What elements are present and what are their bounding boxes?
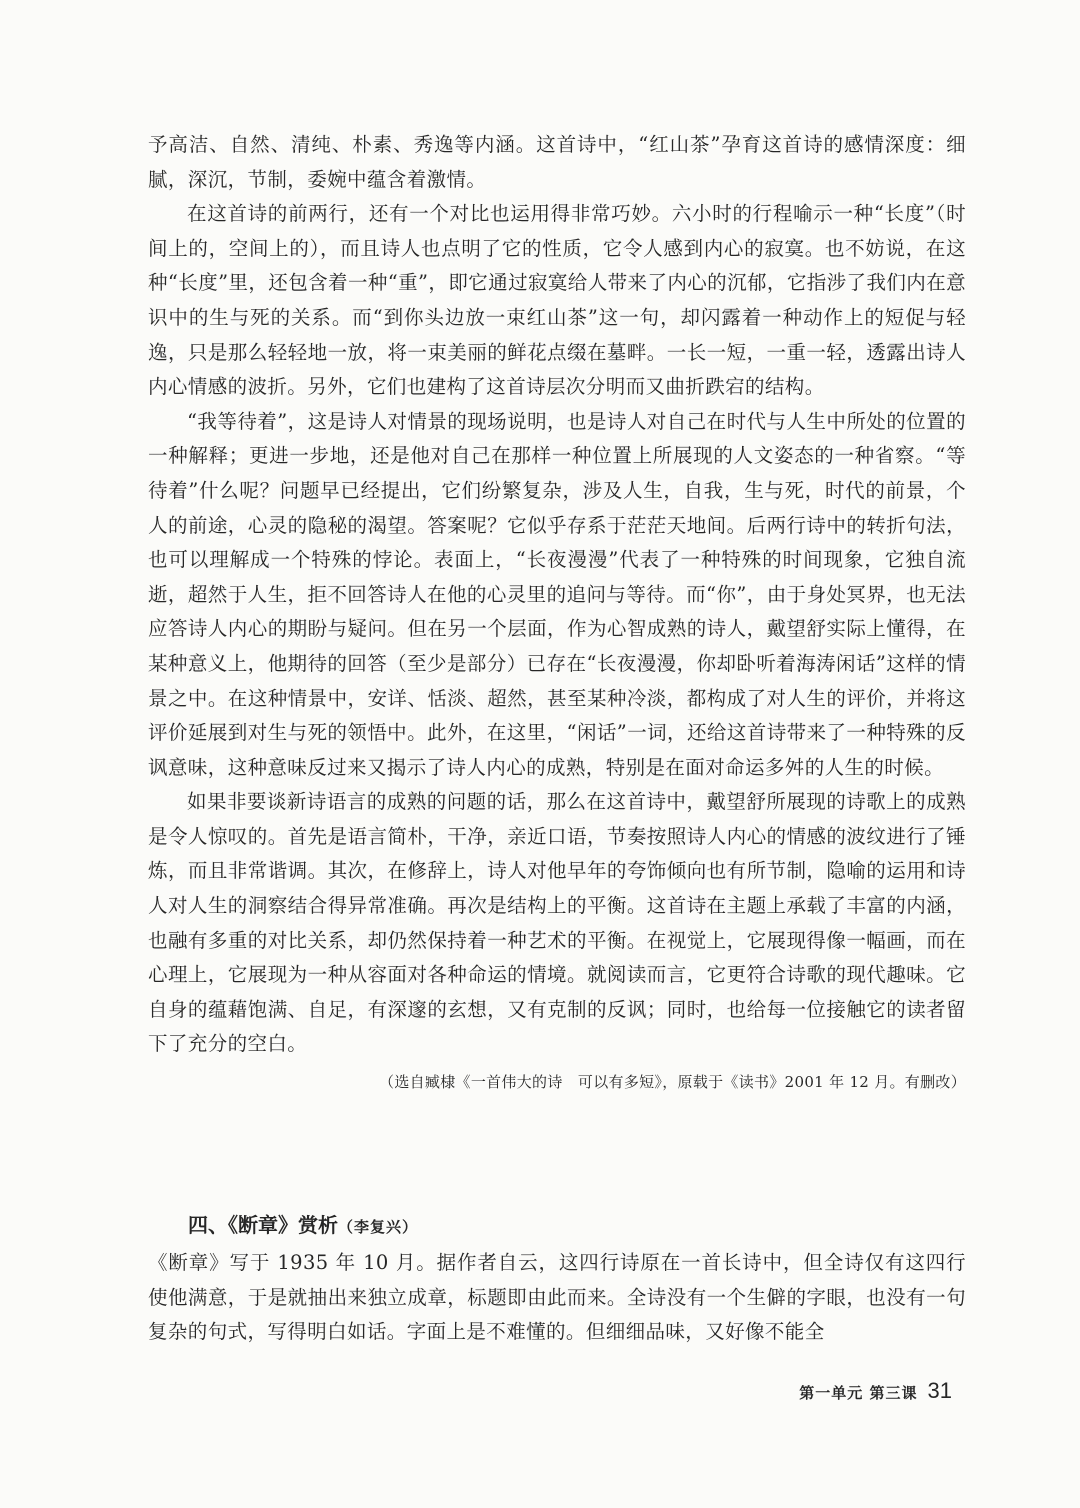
paragraph: 在这首诗的前两行，还有一个对比也运用得非常巧妙。六小时的行程喻示一种“长度”（时间上的，空间上的），而且诗人也点明了它的性质，它令人感到内心的寂寞。也不妨说，在这种“长度”里，还包含着一种“重”，即它通过寂寞给人带来了内心的沉郁，它指涉了我们内在意识中的生与死的关系。而“到你头边放一束红山茶”这一句，却闪露着一种动作上的短促与轻逸，只是那么轻轻地一放，将一束美丽的鲜花点缀在墓畔。一长一短，一重一轻，透露出诗人内心情感的波折。另外，它们也建构了这首诗层次分明而又曲折跌宕的结构。	[148, 202, 966, 399]
paragraph-continued: 予高洁、自然、清纯、朴素、秀逸等内涵。这首诗中，“红山茶”孕育这首诗的感情深度：细腻，深沉，节制，委婉中蕴含着激情。	[148, 133, 966, 191]
unit-lesson-label: 第一单元 第三课	[799, 1384, 918, 1402]
section-four	[148, 1208, 966, 1350]
section-author: （李复兴）	[338, 1218, 419, 1236]
section-title: 四、《断章》赏析	[188, 1213, 338, 1237]
section-heading	[188, 1208, 966, 1244]
section-paragraph: 《断章》写于 1935 年 10 月。据作者自云，这四行诗原在一首长诗中，但全诗仅有这四行使他满意，于是就抽出来独立成章，标题即由此而来。全诗没有一个生僻的字眼，也没有一句复杂的句式，写得明白如话。字面上是不难懂的。但细细品味，又好像不能全	[148, 1251, 966, 1344]
source-citation: （选自臧棣《一首伟大的诗 可以有多短》，原载于《读书》2001 年 12 月。有删改）	[379, 1073, 966, 1092]
page-number: 31	[927, 1378, 952, 1403]
paragraph: “我等待着”，这是诗人对情景的现场说明，也是诗人对自己在时代与人生中所处的位置的一种解释；更进一步地，还是他对自己在那样一种位置上所展现的人文姿态的一种省察。“等待着”什么呢？问题早已经提出，它们纷繁复杂，涉及人生，自我，生与死，时代的前景，个人的前途，心灵的隐秘的渴望。答案呢？它似乎存系于茫茫天地间。后两行诗中的转折句法，也可以理解成一个特殊的悖论。表面上，“长夜漫漫”代表了一种特殊的时间现象，它独自流逝，超然于人生，拒不回答诗人在他的心灵里的追问与等待。而“你”，由于身处冥界，也无法应答诗人内心的期盼与疑问。但在另一个层面，作为心智成熟的诗人，戴望舒实际上懂得，在某种意义上，他期待的回答（至少是部分）已存在“长夜漫漫，你却卧听着海涛闲话”这样的情景之中。在这种情景中，安详、恬淡、超然，甚至某种冷淡，都构成了对人生的评价，并将这评价延展到对生与死的领悟中。此外，在这里，“闲话”一词，还给这首诗带来了一种特殊的反讽意味，这种意味反过来又揭示了诗人内心的成熟，特别是在面对命运多舛的人生的时候。	[148, 409, 966, 779]
page-footer	[799, 1378, 952, 1404]
paragraph: 如果非要谈新诗语言的成熟的问题的话，那么在这首诗中，戴望舒所展现的诗歌上的成熟是令人惊叹的。首先是语言简朴，干净，亲近口语，节奏按照诗人内心的情感的波纹进行了锤炼，而且非常谐调。其次，在修辞上，诗人对他早年的夸饰倾向也有所节制，隐喻的运用和诗人对人生的洞察结合得异常准确。再次是结构上的平衡。这首诗在主题上承载了丰富的内涵，也融有多重的对比关系，却仍然保持着一种艺术的平衡。在视觉上，它展现得像一幅画，而在心理上，它展现为一种从容面对各种命运的情境。就阅读而言，它更符合诗歌的现代趣味。它自身的蕴藉饱满、自足，有深邃的玄想，又有克制的反讽；同时，也给每一位接触它的读者留下了充分的空白。	[148, 790, 966, 1056]
article-body	[148, 128, 966, 1094]
